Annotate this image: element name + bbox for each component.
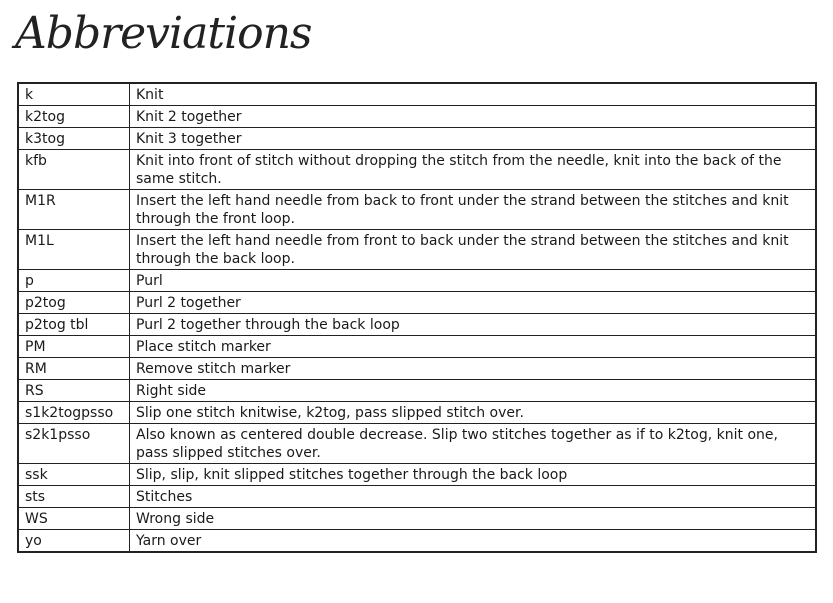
definition-cell: Slip, slip, knit slipped stitches together through the back loop	[130, 464, 817, 486]
definition-cell: Purl 2 together through the back loop	[130, 314, 817, 336]
table-row	[18, 83, 816, 106]
abbreviation-cell: p	[18, 270, 130, 292]
abbreviation-cell: M1L	[18, 230, 130, 270]
table-row	[18, 314, 816, 336]
table-row	[18, 402, 816, 424]
abbreviation-cell: p2tog	[18, 292, 130, 314]
table-row	[18, 292, 816, 314]
table-row	[18, 380, 816, 402]
definition-cell: Remove stitch marker	[130, 358, 817, 380]
table-row	[18, 190, 816, 230]
abbreviation-cell: k2tog	[18, 106, 130, 128]
definition-cell: Knit into front of stitch without dropping the stitch from the needle, knit into the back of the same stitch.	[130, 150, 817, 190]
table-row	[18, 358, 816, 380]
abbreviation-cell: s1k2togpsso	[18, 402, 130, 424]
table-row	[18, 336, 816, 358]
definition-cell: Place stitch marker	[130, 336, 817, 358]
abbreviation-cell: sts	[18, 486, 130, 508]
table-row	[18, 106, 816, 128]
definition-cell: Stitches	[130, 486, 817, 508]
abbreviation-cell: k	[18, 83, 130, 106]
definition-cell: Also known as centered double decrease. Slip two stitches together as if to k2tog, knit one, pass slipped stitches over.	[130, 424, 817, 464]
abbreviation-cell: yo	[18, 530, 130, 553]
abbreviation-cell: p2tog tbl	[18, 314, 130, 336]
abbreviation-cell: s2k1psso	[18, 424, 130, 464]
definition-cell: Purl 2 together	[130, 292, 817, 314]
definition-cell: Yarn over	[130, 530, 817, 553]
table-row	[18, 150, 816, 190]
abbreviation-cell: M1R	[18, 190, 130, 230]
abbreviation-cell: PM	[18, 336, 130, 358]
table-row	[18, 464, 816, 486]
definition-cell: Knit	[130, 83, 817, 106]
definition-cell: Right side	[130, 380, 817, 402]
table-row	[18, 230, 816, 270]
page-title: Abbreviations	[15, 8, 312, 59]
definition-cell: Wrong side	[130, 508, 817, 530]
table-row	[18, 530, 816, 553]
abbreviation-cell: ssk	[18, 464, 130, 486]
definition-cell: Insert the left hand needle from back to front under the strand between the stitches and knit through the front loop.	[130, 190, 817, 230]
abbreviation-cell: RS	[18, 380, 130, 402]
table-row	[18, 424, 816, 464]
definition-cell: Slip one stitch knitwise, k2tog, pass slipped stitch over.	[130, 402, 817, 424]
abbreviation-cell: kfb	[18, 150, 130, 190]
definition-cell: Purl	[130, 270, 817, 292]
table-row	[18, 270, 816, 292]
table-row	[18, 508, 816, 530]
definition-cell: Knit 2 together	[130, 106, 817, 128]
abbreviation-cell: WS	[18, 508, 130, 530]
table-row	[18, 128, 816, 150]
definition-cell: Insert the left hand needle from front to back under the strand between the stitches and knit through the back loop.	[130, 230, 817, 270]
abbreviation-cell: RM	[18, 358, 130, 380]
table-row	[18, 486, 816, 508]
abbreviation-cell: k3tog	[18, 128, 130, 150]
definition-cell: Knit 3 together	[130, 128, 817, 150]
abbreviations-table	[17, 82, 817, 553]
